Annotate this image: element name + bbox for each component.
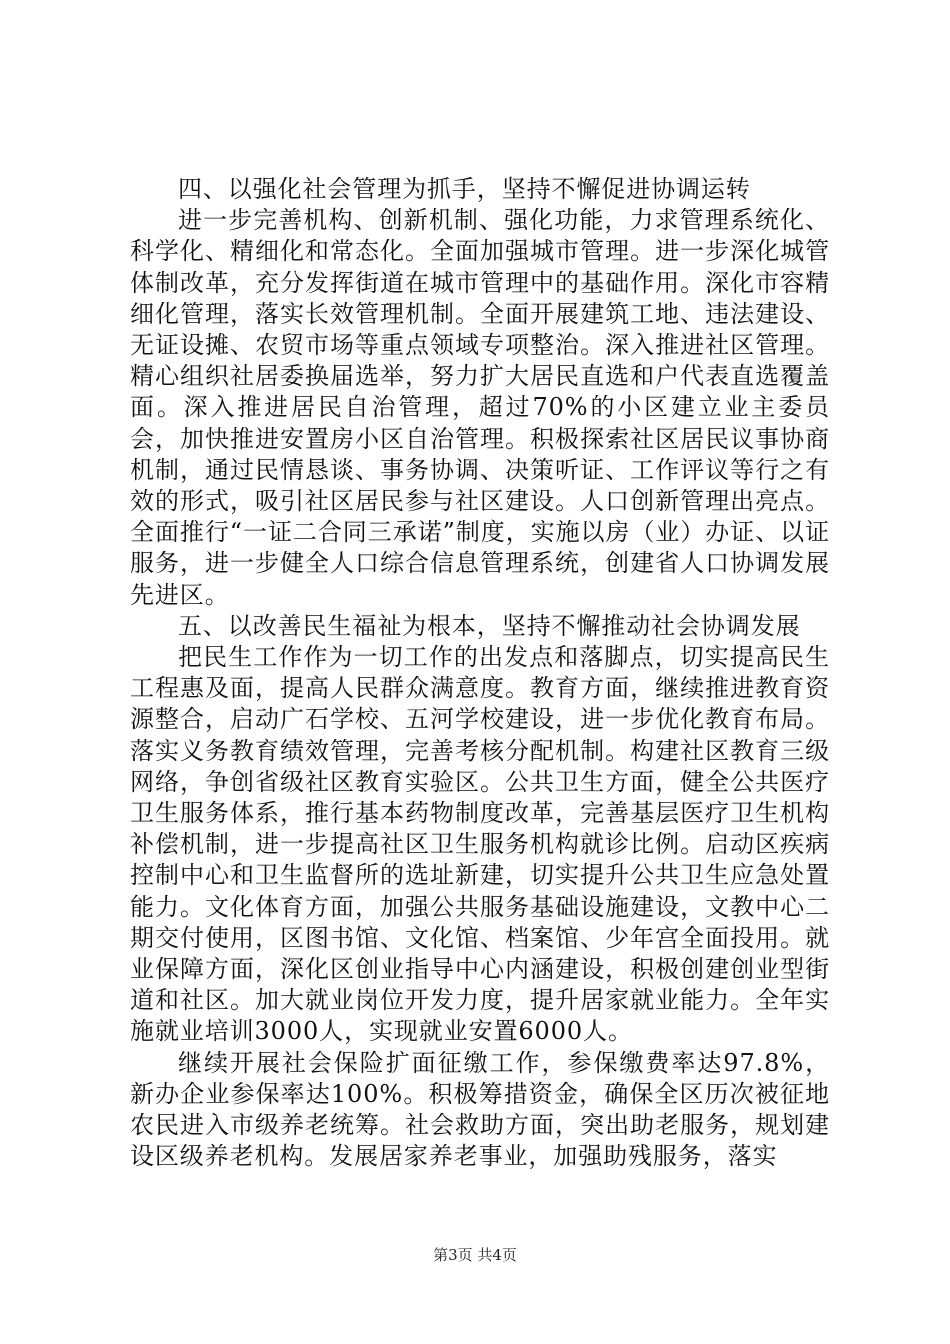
document-body (130, 174, 830, 1173)
section-4-heading: 四、以强化社会管理为抓手，坚持不懈促进协调运转 (178, 175, 751, 203)
section-5-paragraph: 把民生工作作为一切工作的出发点和落脚点，切实提高民生工程惠及面，提高人民群众满意度。教育方面，继续推进教育资源整合，启动广石学校、五河学校建设，进一步优化教育布局。落实义务教育绩效管理，完善考核分配机制。构建社区教育三级网络，争创省级社区教育实验区。公共卫生方面，健全公共医疗卫生服务体系，推行基本药物制度改革，完善基层医疗卫生机构补偿机制，进一步提高社区卫生服务机构就诊比例。启动区疾病控制中心和卫生监督所的选址新建，切实提升公共卫生应急处置能力。文化体育方面，加强公共服务基础设施建设，文教中心二期交付使用，区图书馆、文化馆、档案馆、少年宫全面投用。就业保障方面，深化区创业指导中心内涵建设，积极创建创业型街道和社区。加大就业岗位开发力度，提升居家就业能力。全年实施就业培训3000人，实现就业安置6000人。 (130, 643, 830, 1046)
section-5-paragraph-2: 继续开展社会保险扩面征缴工作，参保缴费率达97.8%，新办企业参保率达100%。积极筹措资金，确保全区历次被征地农民进入市级养老统筹。社会救助方面，突出助老服务，规划建设区级养老机构。发展居家养老事业，加强助残服务，落实 (130, 1048, 830, 1171)
section-5-heading: 五、以改善民生福祉为根本，坚持不懈推动社会协调发展 (178, 611, 801, 640)
section-4-paragraph: 进一步完善机构、创新机制、强化功能，力求管理系统化、科学化、精细化和常态化。全面加强城市管理。进一步深化城管体制改革，充分发挥街道在城市管理中的基础作用。深化市容精细化管理，落实长效管理机制。全面开展建筑工地、违法建设、无证设摊、农贸市场等重点领域专项整治。深入推进社区管理。精心组织社居委换届选举，努力扩大居民直选和户代表直选覆盖面。深入推进居民自治管理，超过70%的小区建立业主委员会，加快推进安置房小区自治管理。积极探索社区居民议事协商机制，通过民情恳谈、事务协调、决策听证、工作评议等行之有效的形式，吸引社区居民参与社区建设。人口创新管理出亮点。全面推行“一证二合同三承诺”制度，实施以房（业）办证、以证服务，进一步健全人口综合信息管理系统，创建省人口协调发展先进区。 (130, 206, 830, 609)
page-footer: 第3页 共4页 (433, 1246, 517, 1264)
